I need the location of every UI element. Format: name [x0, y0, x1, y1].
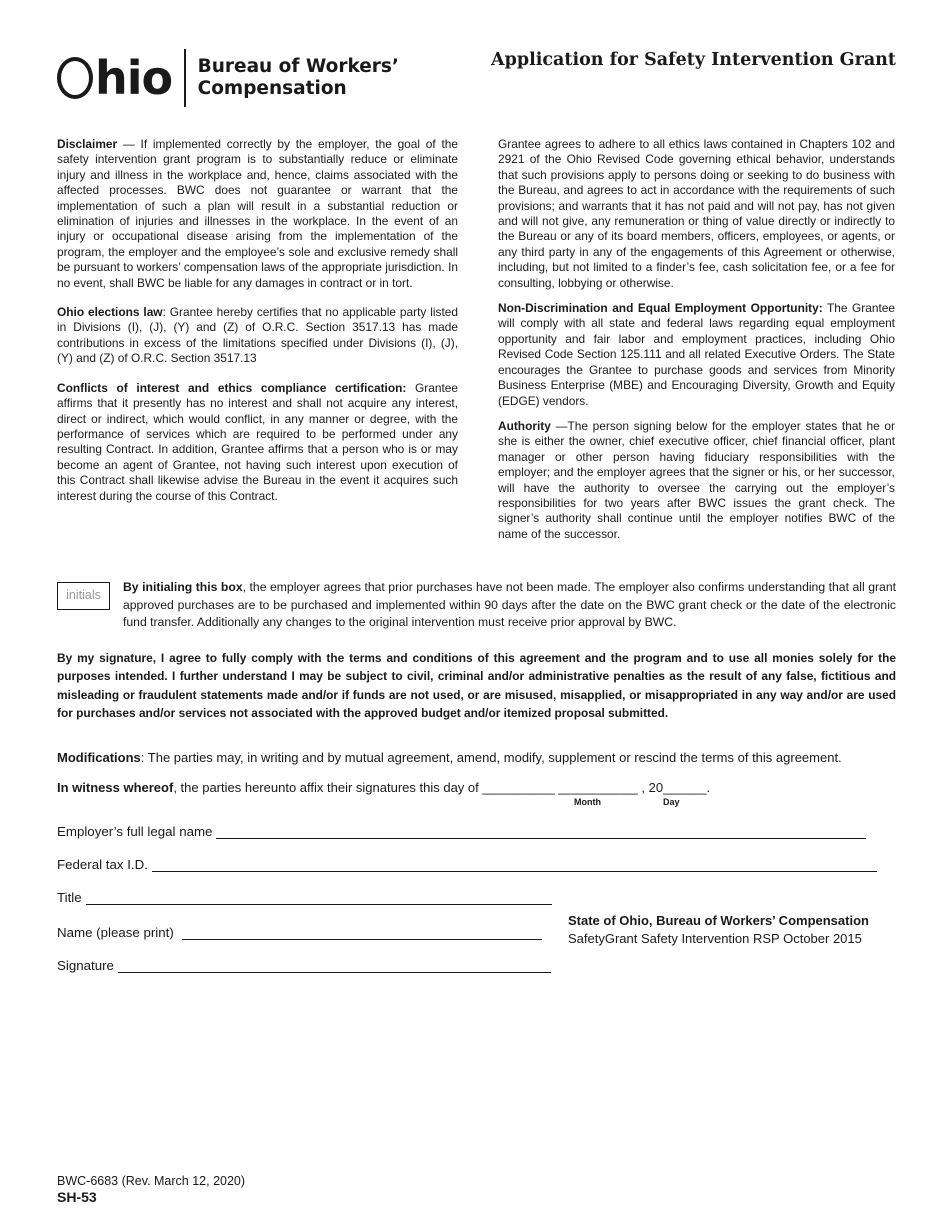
conflicts-paragraph: Conflicts of interest and ethics compliance certification: Grantee affirms that it presently has no interest and shall not acquire any interest, direct or indirect, which would conflict, in any manner or degree, with the performance of services which are required to be performed under any resulting Contract. In addition, Grantee affirms that a person who is or may become an agent of Grantee, not having such interest upon execution of this Contract shall likewise advise the Bureau in the event it acquires such interest during the course of this Contract. [57, 380, 458, 503]
form-number: BWC-6683 (Rev. March 12, 2020) [57, 1174, 246, 1188]
footer [57, 1173, 245, 1205]
month-label: Month [574, 797, 601, 807]
ohio-logo [57, 48, 399, 108]
name-print-line[interactable] [182, 926, 542, 940]
federal-tax-id-line[interactable] [152, 858, 877, 872]
signature-agreement: By my signature, I agree to fully comply with the terms and conditions of this agreement and the program and to use all monies solely for the purposes intended. I further understand I may be subject to civil, criminal and/or administrative penalties as the result of any false, fictitious and misleading or fraudulent statements made and/or if funds are not used, or are misused, misapplied, or misappropriated in any way and/or are used for purchases and/or services not associated with the approved budget and/or itemized proposal submitted. [57, 651, 896, 721]
employer-name-line[interactable] [216, 825, 866, 839]
logo-divider [184, 49, 186, 107]
elections-law-paragraph: Ohio elections law: Grantee hereby certifies that no applicable party listed in Divisions (I), (J), (Y) and (Z) of O.R.C. Section 3517.13 has made contributions in excess of the limitations specified under Divisions (I), (J), (Y) and (Z) of O.R.C. Section 3517.13 [57, 305, 458, 366]
authority-paragraph: Authority —The person signing below for the employer states that he or she is either the owner, chief executive officer, chief financial officer, plant manager or other person having fiduciary responsibilities with the employer; and the employer agrees that the signer or his, or her successor, will have the authority to oversee the carrying out the employer’s responsibilities for two years after BWC issues the grant check. The signer’s authority shall continue until the employer notifies BWC of the name of the successor. [498, 418, 895, 541]
name-print-field[interactable]: Name (please print) [57, 925, 542, 940]
day-label: Day [663, 797, 680, 807]
left-column [57, 137, 458, 518]
title-line[interactable] [86, 891, 552, 905]
employer-name-field[interactable]: Employer’s full legal name [57, 824, 866, 839]
document-title: Application for Safety Intervention Grant [491, 50, 896, 70]
ohio-wordmark [57, 51, 173, 105]
non-discrimination-paragraph: Non-Discrimination and Equal Employment Opportunity: The Grantee will comply with all state and federal laws regarding equal employment opportunity and fair labor and employment practices, including Ohio Revised Code Section 125.111 and all related Executive Orders. The State encourages the Grantee to purchase goods and services from Minority Business Enterprise (MBE) and Encouraging Diversity, Growth and Equity (EDGE) vendors. [498, 301, 895, 408]
modifications-statement: Modifications: The parties may, in writing and by mutual agreement, amend, modify, supplement or rescind the terms of this agreement. [57, 750, 842, 765]
federal-tax-id-field[interactable]: Federal tax I.D. [57, 857, 877, 872]
right-column [498, 137, 895, 552]
ethics-paragraph: Grantee agrees to adhere to all ethics laws contained in Chapters 102 and 2921 of the Ohio Revised Code governing ethical behavior, understands that such provisions apply to persons doing or seeking to do business with the Bureau, and agrees to act in accordance with the requirements of such provisions; and warrants that it has not paid and will not pay, has not given and will not give, any remuneration or thing of value directly or indirectly to the Bureau or any of its board members, officers, employees, or agents, or any third party in any of the engagements of this Agreement or otherwise, including, but not limited to a finder’s fee, cash solicitation fee, or a fee for consulting, lobbying or otherwise. [498, 137, 895, 290]
signature-field[interactable]: Signature [57, 958, 551, 973]
bureau-name: Bureau of Workers’ Compensation [197, 56, 399, 99]
title-field[interactable]: Title [57, 890, 552, 905]
witness-statement: In witness whereof, the parties hereunto affix their signatures this day of __________ ___________ , 20______. [57, 780, 711, 795]
initials-box[interactable]: initials [57, 582, 110, 610]
ohio-o-circle-icon [57, 57, 93, 99]
disclaimer-paragraph: Disclaimer — If implemented correctly by the employer, the goal of the safety intervention grant program is to substantially reduce or eliminate injury and illness in the workplace and, hence, claims associated with the affected processes. BWC does not guarantee or warrant that the implementation of such a plan will result in a substantial reduction or elimination of injuries and illnesses in the workplace. In the event of an injury or occupational disease arising from the implementation of the program, the employer and the employee’s sole and exclusive remedy shall be pursuant to workers’ compensation laws of the appropriate jurisdiction. In no event, shall BWC be liable for any damages in contract or in tort. [57, 137, 458, 290]
initials-statement: By initialing this box, the employer agrees that prior purchases have not been made. The employer also confirms understanding that all grant approved purchases are to be purchased and implemented within 90 days after the date on the BWC grant check or the date of the electronic fund transfer. Additionally any changes to the original intervention must receive prior approval by BWC. [123, 580, 896, 630]
form-code: SH-53 [57, 1189, 97, 1205]
signature-line[interactable] [118, 959, 551, 973]
ohio-wordmark-text: hio [95, 51, 173, 105]
agency-block: State of Ohio, Bureau of Workers’ Compensation SafetyGrant Safety Intervention RSP October 2015 [568, 913, 869, 946]
